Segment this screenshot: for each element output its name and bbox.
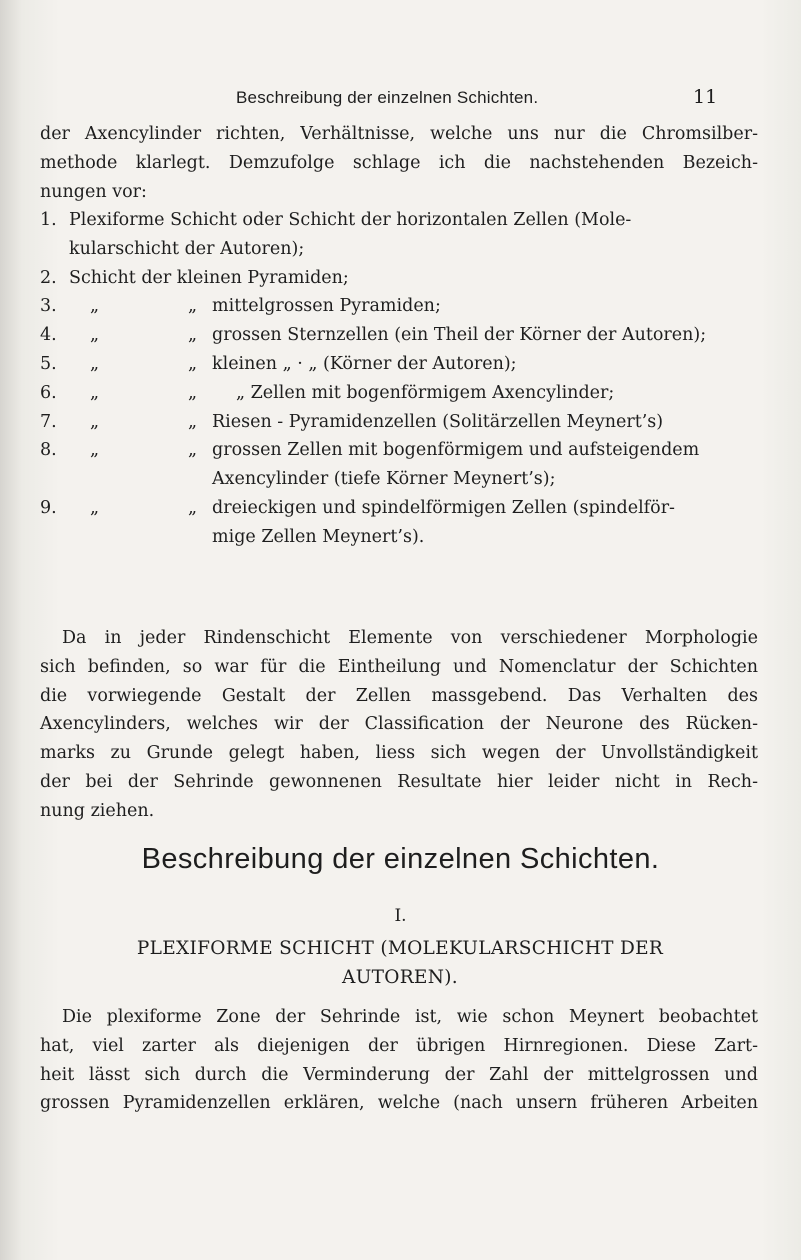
text-line: Axencylinders, welches wir der Classification der Neurone des Rücken- (40, 714, 758, 735)
text-line: sich befinden, so war für die Eintheilung und Nomenclatur der Schichten (40, 656, 758, 677)
text-line: marks zu Grunde gelegt haben, liess sich wegen der Unvollständigkeit (40, 743, 758, 764)
list-text: grossen Sternzellen (ein Theil der Körner der Autoren); (212, 325, 707, 346)
running-title: Beschreibung der einzelnen Schichten. (236, 88, 539, 107)
ditto-mark: „ (90, 382, 100, 403)
list-number: 4. (40, 325, 57, 346)
ditto-mark: „ (188, 440, 198, 461)
list-number: 6. (40, 382, 57, 403)
list-item (40, 292, 758, 321)
list-number: 7. (40, 411, 57, 432)
list-text: mittelgrossen Pyramiden; (212, 296, 441, 317)
ditto-mark: „ (188, 411, 198, 432)
text-line: methode klarlegt. Demzufolge schlage ich die nachstehenden Bezeich- (40, 152, 758, 173)
list-text: kularschicht der Autoren); (69, 238, 305, 259)
running-head (0, 88, 801, 112)
text-line: Die plexiforme Zone der Sehrinde ist, wie schon Meynert beobachtet (62, 1007, 758, 1027)
ditto-mark: „ (90, 440, 100, 461)
ditto-mark: „ (90, 353, 100, 374)
subsection-title-line: AUTOREN). (342, 967, 458, 988)
list-item-continuation (40, 235, 758, 264)
list-item (40, 408, 758, 437)
list-text: Plexiforme Schicht oder Schicht der horizontalen Zellen (Mole- (69, 210, 632, 230)
list-number: 1. (40, 210, 57, 230)
list-text: Riesen - Pyramidenzellen (Solitärzellen Meynert’s) (212, 411, 664, 432)
text-line: die vorwiegende Gestalt der Zellen massgebend. Das Verhalten des (40, 685, 758, 706)
text-line: nungen vor: (40, 181, 147, 202)
text-line: Da in jeder Rindenschicht Elemente von verschiedener Morphologie (62, 628, 758, 648)
subsection-title (70, 934, 730, 992)
text-line: nung ziehen. (40, 800, 155, 821)
layer-list (40, 206, 758, 552)
list-text: grossen Zellen mit bogenförmigem und aufsteigendem (212, 440, 700, 461)
ditto-mark: „ (188, 325, 198, 346)
list-item (40, 436, 758, 465)
list-number: 8. (40, 440, 57, 461)
subsection-title-line: PLEXIFORME SCHICHT (MOLEKULARSCHICHT DER (136, 938, 664, 959)
ditto-mark: „ (188, 296, 198, 317)
page-number: 11 (693, 86, 718, 108)
ditto-mark: „ (188, 353, 198, 374)
text-line: grossen Pyramidenzellen erklären, welche (nach unsern früheren Arbeiten (40, 1093, 758, 1114)
list-text: kleinen „ · „ (Körner der Autoren); (212, 353, 517, 374)
ditto-mark: „ (188, 497, 198, 518)
section-heading: Beschreibung der einzelnen Schichten. (141, 843, 660, 875)
list-number: 3. (40, 296, 57, 317)
list-item (40, 350, 758, 379)
text-line: heit lässt sich durch die Verminderung der Zahl der mittelgrossen und (40, 1064, 758, 1085)
list-item (40, 264, 758, 293)
text-line: hat, viel zarter als diejenigen der übrigen Hirnregionen. Diese Zart- (40, 1035, 758, 1056)
list-text: dreieckigen und spindelförmigen Zellen (spindelför- (212, 497, 675, 518)
subsection-number: I. (394, 906, 407, 926)
list-item (40, 206, 758, 235)
ditto-mark: „ (188, 382, 198, 403)
list-item (40, 321, 758, 350)
list-number: 9. (40, 497, 57, 518)
body-paragraph (40, 1003, 758, 1118)
classification-paragraph (40, 624, 758, 826)
list-item (40, 494, 758, 523)
list-text: mige Zellen Meynert’s). (212, 526, 425, 547)
list-number: 2. (40, 267, 57, 288)
intro-paragraph (40, 120, 758, 206)
list-number: 5. (40, 353, 57, 374)
list-text: Schicht der kleinen Pyramiden; (69, 267, 349, 288)
list-text: „ Zellen mit bogenförmigem Axencylinder; (236, 382, 615, 403)
list-item (40, 379, 758, 408)
ditto-mark: „ (90, 497, 100, 518)
list-item-continuation (40, 465, 758, 494)
list-text: Axencylinder (tiefe Körner Meynert’s); (212, 469, 556, 490)
ditto-mark: „ (90, 325, 100, 346)
text-line: der Axencylinder richten, Verhältnisse, welche uns nur die Chromsilber- (40, 124, 758, 144)
ditto-mark: „ (90, 411, 100, 432)
ditto-mark: „ (90, 296, 100, 317)
text-line: der bei der Sehrinde gewonnenen Resultate hier leider nicht in Rech- (40, 771, 758, 792)
list-item-continuation (40, 523, 758, 552)
